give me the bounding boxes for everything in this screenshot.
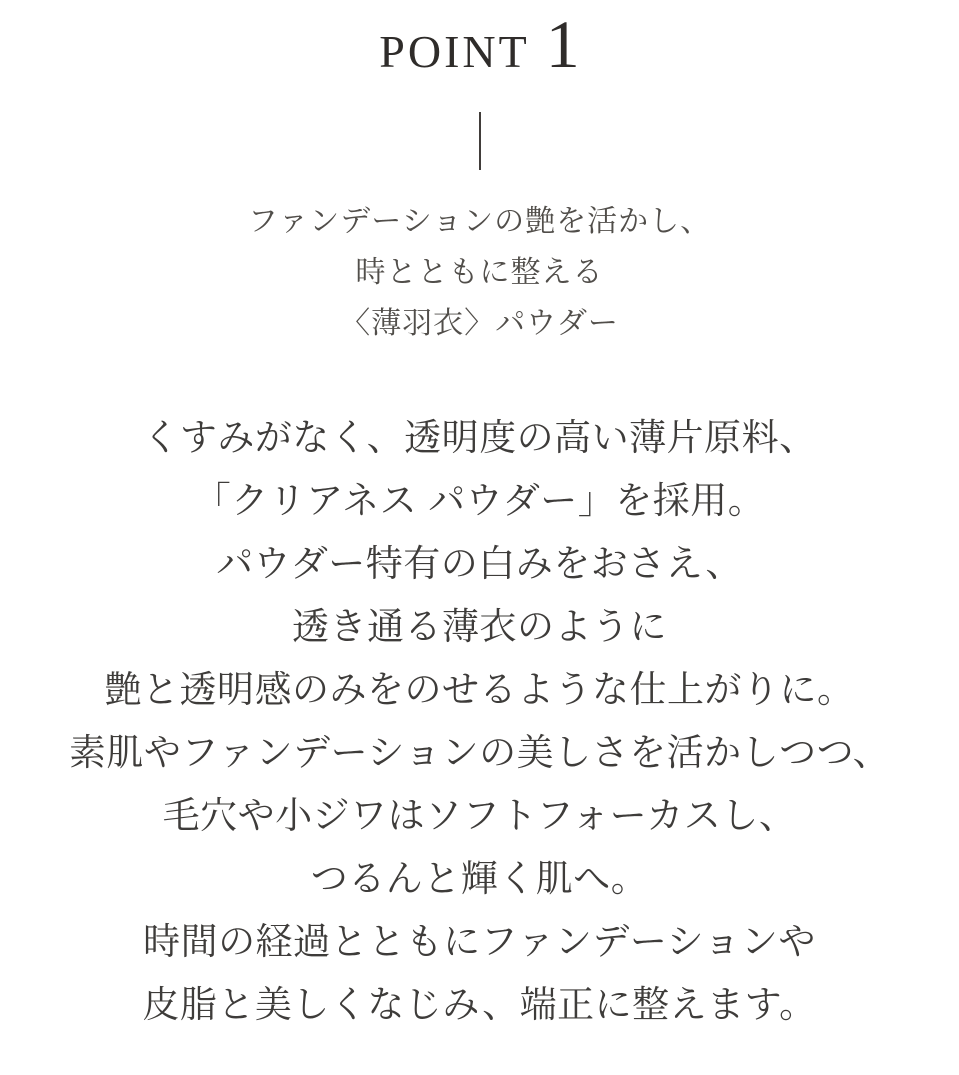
body-line: 艶と透明感のみをのせるような仕上がりに。 bbox=[104, 669, 855, 710]
point-heading-label: POINT bbox=[379, 26, 530, 77]
body-line: 透き通る薄衣のように bbox=[292, 606, 667, 647]
body-line: 時間の経過とともにファンデーションや bbox=[143, 921, 816, 962]
body-line: つるんと輝く肌へ。 bbox=[310, 858, 649, 899]
subheading-line: 時とともに整える bbox=[355, 256, 604, 289]
body-line: 毛穴や小ジワはソフトフォーカスし、 bbox=[162, 795, 797, 836]
body-line: くすみがなく、透明度の高い薄片原料、 bbox=[142, 417, 817, 458]
point-heading bbox=[0, 6, 959, 82]
body-line: パウダー特有の白みをおさえ、 bbox=[216, 543, 743, 584]
body-text-block bbox=[0, 406, 959, 1036]
body-line: 皮脂と美しくなじみ、端正に整えます。 bbox=[142, 984, 817, 1025]
point-heading-number: 1 bbox=[545, 6, 580, 82]
vertical-divider bbox=[479, 112, 481, 170]
subheading-block bbox=[0, 196, 959, 349]
body-line: 素肌やファンデーションの美しさを活かしつつ、 bbox=[68, 732, 891, 773]
subheading-line: ファンデーションの艶を活かし、 bbox=[247, 205, 712, 238]
subheading-line: 〈薄羽衣〉パウダー bbox=[340, 307, 619, 340]
body-line: 「クリアネス パウダー」を採用。 bbox=[193, 480, 766, 521]
